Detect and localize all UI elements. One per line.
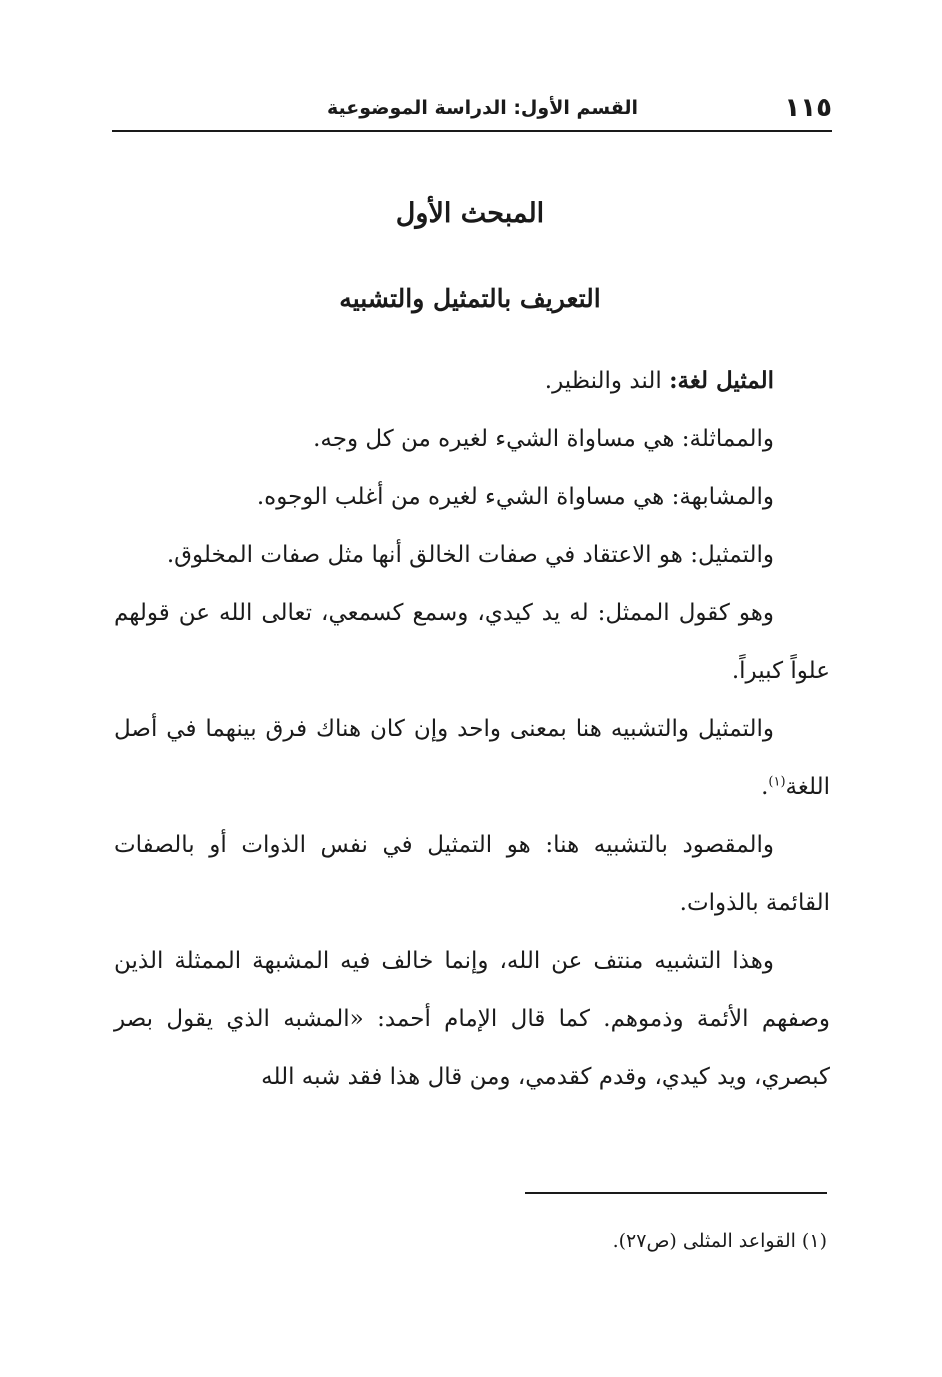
- running-header: [112, 86, 832, 132]
- paragraph-text: والتمثيل والتشبيه هنا بمعنى واحد وإن كان هناك فرق بينهما في أصل اللغة: [114, 716, 830, 800]
- chapter-heading: المبحث الأول: [395, 198, 545, 229]
- paragraph: [114, 816, 830, 932]
- page-number: ١١٥: [784, 93, 832, 123]
- paragraph-text: الند والنظير.: [544, 368, 670, 394]
- topic-heading: التعريف بالتمثيل والتشبيه: [339, 284, 601, 313]
- paragraph-text: والمماثلة: هي مساواة الشيء لغيره من كل وجه.: [313, 426, 774, 452]
- footnote: (١) القواعد المثلى (ص٢٧).: [612, 1230, 827, 1252]
- paragraph-text: وهذا التشبيه منتف عن الله، وإنما خالف فيه المشبهة الممثلة الذين وصفهم الأئمة وذموهم. كما قال الإمام أحمد: «المشبه الذي يقول بصر كبصري، ويد كيدي، وقدم كقدمي، ومن قال هذا فقد شبه الله: [114, 948, 830, 1090]
- paragraph-term: المثيل لغة:: [669, 367, 774, 394]
- paragraph-text: والتمثيل: هو الاعتقاد في صفات الخالق أنها مثل صفات المخلوق.: [166, 542, 774, 568]
- paragraph: [114, 352, 830, 410]
- paragraph-tail: .: [761, 774, 769, 800]
- body-text: [114, 352, 830, 1106]
- footnote-reference[interactable]: (١): [768, 774, 786, 790]
- paragraph-text: وهو كقول الممثل: له يد كيدي، وسمع كسمعي، تعالى الله عن قولهم علواً كبيراً.: [114, 600, 830, 684]
- header-title: القسم الأول: الدراسة الموضوعية: [327, 97, 639, 119]
- footnote-divider: [525, 1192, 827, 1194]
- paragraph: [114, 526, 830, 584]
- paragraph: [114, 700, 830, 816]
- paragraph: [114, 584, 830, 700]
- paragraph: [114, 468, 830, 526]
- paragraph-text: والمشابهة: هي مساواة الشيء لغيره من أغلب الوجوه.: [256, 484, 774, 510]
- paragraph-text: والمقصود بالتشبيه هنا: هو التمثيل في نفس الذوات أو بالصفات القائمة بالذوات.: [114, 832, 830, 916]
- paragraph: [114, 932, 830, 1106]
- paragraph: [114, 410, 830, 468]
